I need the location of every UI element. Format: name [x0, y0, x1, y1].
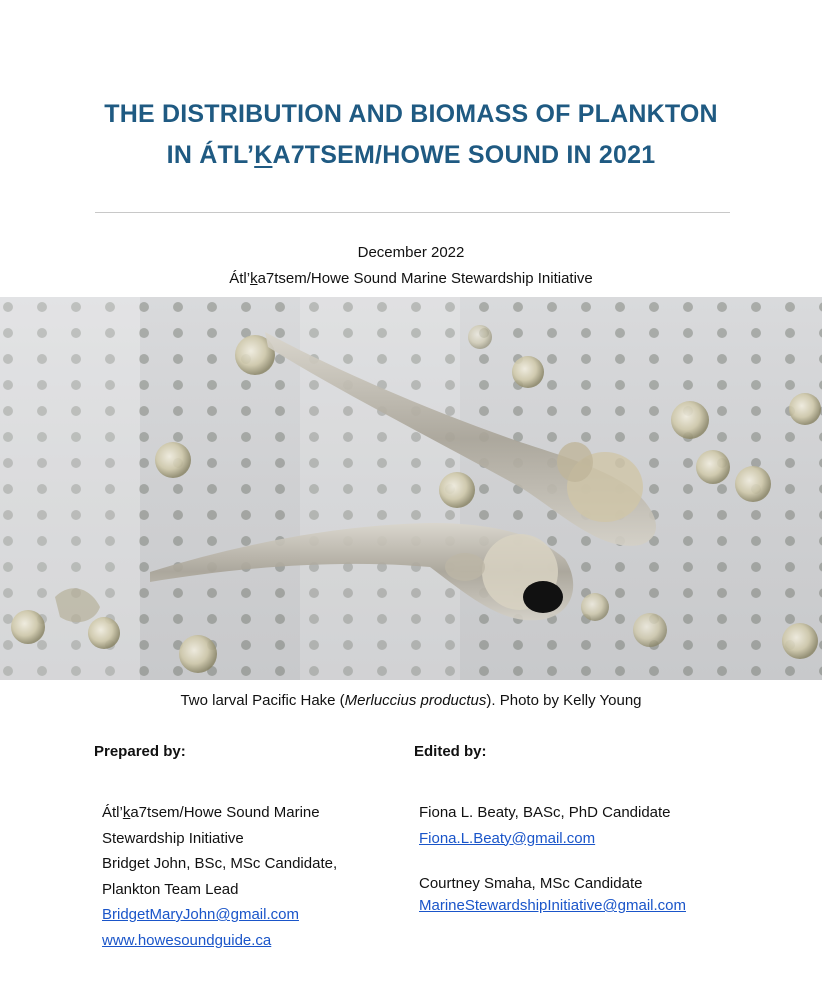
report-organization — [0, 270, 822, 287]
edited-by-block — [419, 800, 671, 851]
photo-caption — [0, 692, 822, 709]
prepared-email-link[interactable]: BridgetMaryJohn@gmail.com — [102, 906, 299, 923]
edited-by-heading: Edited by: — [414, 743, 487, 760]
editor-2-email-link[interactable]: MarineStewardshipInitiative@gmail.com — [419, 897, 686, 914]
org-name-end: a7tsem/Howe Sound Marine Stewardship Initiative — [257, 270, 593, 287]
prepared-org-line-2: Stewardship Initiative — [102, 829, 244, 847]
title-line-2 — [0, 135, 822, 176]
org-name-start: Átl’ — [229, 270, 251, 287]
title-line-1: THE DISTRIBUTION AND BIOMASS OF PLANKTON — [104, 100, 718, 128]
title-line-2-underlined: K — [254, 141, 273, 169]
prepared-org-line-1 — [102, 800, 337, 826]
title-line-2-start: IN ÁTL’ — [166, 141, 255, 169]
caption-end: ). Photo by Kelly Young — [486, 692, 642, 709]
prepared-person-line-1: Bridget John, BSc, MSc Candidate, — [102, 855, 338, 872]
title-divider — [95, 212, 730, 213]
org-name-underlined: k — [250, 270, 258, 287]
caption-start: Two larval Pacific Hake ( — [180, 692, 345, 709]
prepared-org-end: a7tsem/Howe Sound Marine — [130, 804, 320, 821]
prepared-person-line-2: Plankton Team Lead — [102, 880, 239, 898]
editor-1: Fiona L. Beaty, BASc, PhD Candidate — [419, 804, 671, 821]
larval-hake-illustration — [0, 297, 822, 680]
larval-hake-photo — [0, 297, 822, 680]
report-date: December 2022 — [357, 244, 465, 261]
editor-1-email-link[interactable]: Fiona.L.Beaty@gmail.com — [419, 829, 596, 847]
prepared-by-heading: Prepared by: — [94, 743, 186, 760]
prepared-org-underlined: k — [122, 804, 131, 821]
caption-species: Merluccius productus — [344, 692, 487, 709]
report-title — [0, 94, 822, 176]
prepared-org-start: Átl’ — [102, 804, 123, 821]
editor-2: Courtney Smaha, MSc Candidate — [419, 875, 643, 892]
prepared-by-block — [102, 800, 337, 953]
website-link[interactable]: www.howesoundguide.ca — [102, 931, 272, 949]
editor-2-block — [419, 873, 686, 917]
title-line-2-end: A7TSEM/HOWE SOUND IN 2021 — [272, 141, 656, 169]
